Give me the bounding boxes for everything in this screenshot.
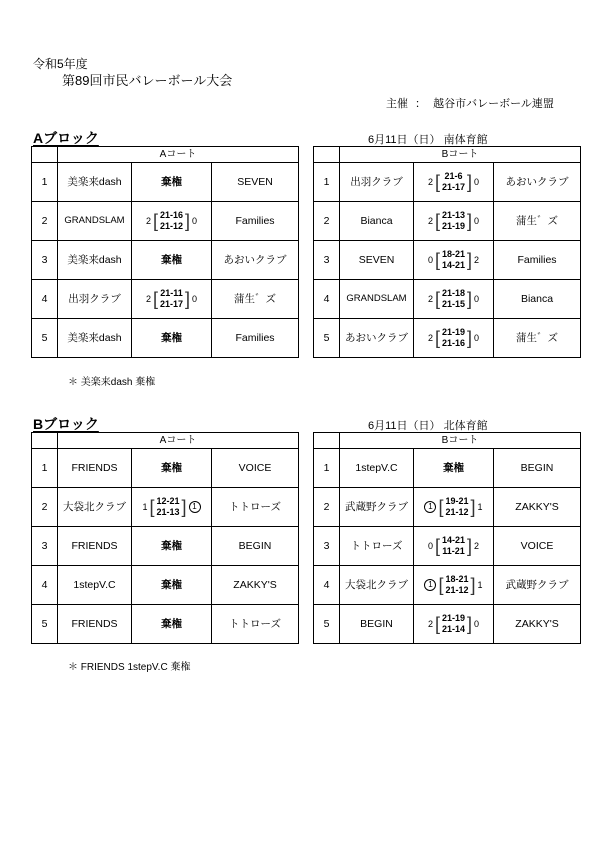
left-bracket-icon: [	[434, 289, 440, 309]
court-name: Bコート	[340, 147, 581, 163]
set-scores	[442, 288, 465, 310]
left-bracket-icon: [	[434, 328, 440, 348]
set-score: 21-14	[441, 624, 466, 634]
court-name: Aコート	[58, 433, 299, 449]
court-table	[313, 146, 581, 358]
match-row	[32, 488, 299, 527]
set-score: 21-6	[444, 171, 463, 181]
right-sets-won: 2	[474, 540, 480, 551]
right-bracket-icon: ]	[467, 536, 473, 556]
set-score: 21-16	[159, 210, 184, 220]
set-score: 21-13	[156, 507, 180, 517]
left-team: 出羽クラブ	[58, 280, 132, 319]
match-number: 4	[32, 566, 58, 605]
right-team: ZAKKY'S	[212, 566, 299, 605]
match-score	[414, 319, 494, 358]
match-row	[32, 163, 299, 202]
set-scores	[160, 288, 183, 310]
left-team: 1stepV.C	[58, 566, 132, 605]
right-sets-won: 0	[474, 332, 480, 343]
match-row	[314, 605, 581, 644]
right-team: 蒲生゛ズ	[494, 319, 581, 358]
right-team: トトローズ	[212, 605, 299, 644]
right-bracket-icon: ]	[467, 614, 473, 634]
right-team: Families	[212, 319, 299, 358]
match-number: 5	[314, 319, 340, 358]
match-score	[132, 488, 212, 527]
right-sets-won: 2	[474, 254, 480, 265]
court-table	[31, 146, 299, 358]
left-team: FRIENDS	[58, 605, 132, 644]
right-sets-won: 0	[192, 215, 198, 226]
set-scores	[442, 535, 465, 557]
court-name: Aコート	[58, 147, 299, 163]
match-score	[414, 280, 494, 319]
right-team: Bianca	[494, 280, 581, 319]
left-team: GRANDSLAM	[340, 280, 414, 319]
header-corner	[32, 433, 58, 449]
match-number: 5	[32, 319, 58, 358]
match-number: 3	[32, 527, 58, 566]
right-sets-won: 1	[189, 501, 201, 513]
left-sets-won: 2	[427, 618, 433, 629]
right-team: トトローズ	[212, 488, 299, 527]
match-row	[314, 319, 581, 358]
set-score: 21-13	[441, 210, 466, 220]
set-scores	[442, 249, 465, 271]
set-score: 21-12	[159, 221, 184, 231]
set-scores	[445, 496, 468, 518]
match-row	[314, 163, 581, 202]
match-row	[314, 202, 581, 241]
set-score: 21-17	[441, 182, 466, 192]
set-scores	[156, 496, 179, 518]
match-number: 3	[32, 241, 58, 280]
forfeit-label: 棄権	[132, 527, 212, 566]
left-bracket-icon: [	[434, 211, 440, 231]
left-sets-won: 0	[427, 540, 433, 551]
match-score	[132, 202, 212, 241]
match-score	[414, 566, 494, 605]
left-bracket-icon: [	[152, 289, 158, 309]
right-bracket-icon: ]	[467, 172, 473, 192]
left-sets-won: 2	[427, 176, 433, 187]
right-bracket-icon: ]	[467, 289, 473, 309]
score-group	[424, 574, 482, 596]
right-sets-won: 0	[192, 293, 198, 304]
right-team: ZAKKY'S	[494, 605, 581, 644]
forfeit-label: 棄権	[132, 163, 212, 202]
match-row	[32, 241, 299, 280]
left-bracket-icon: [	[434, 250, 440, 270]
score-group	[142, 496, 200, 518]
match-row	[32, 527, 299, 566]
match-row	[314, 241, 581, 280]
block-b-date: 6月11日（日） 北体育館	[368, 420, 488, 432]
right-sets-won: 0	[474, 293, 480, 304]
left-team: BEGIN	[340, 605, 414, 644]
left-team: 武蔵野クラブ	[340, 488, 414, 527]
set-score: 18-21	[445, 574, 469, 584]
match-number: 1	[314, 163, 340, 202]
left-team: 美楽来dash	[58, 241, 132, 280]
match-score	[414, 202, 494, 241]
forfeit-label: 棄権	[132, 566, 212, 605]
court-name: Bコート	[340, 433, 581, 449]
right-sets-won: 0	[474, 618, 480, 629]
match-number: 2	[32, 488, 58, 527]
set-score: 11-21	[442, 546, 465, 556]
header-corner	[314, 147, 340, 163]
left-team: 大袋北クラブ	[340, 566, 414, 605]
right-bracket-icon: ]	[467, 250, 473, 270]
right-bracket-icon: ]	[185, 289, 191, 309]
block-b-note: ＊ FRIENDS 1stepV.C 棄権	[68, 662, 191, 673]
set-score: 21-19	[441, 327, 466, 337]
event-title: 第89回市民バレーボール大会	[62, 73, 233, 88]
match-number: 2	[314, 202, 340, 241]
set-score: 21-19	[441, 221, 466, 231]
right-team: BEGIN	[494, 449, 581, 488]
score-group	[424, 496, 482, 518]
score-group	[428, 249, 479, 271]
set-scores	[442, 327, 465, 349]
match-row	[314, 566, 581, 605]
left-team: 1stepV.C	[340, 449, 414, 488]
left-bracket-icon: [	[438, 575, 444, 595]
left-team: Bianca	[340, 202, 414, 241]
left-bracket-icon: [	[434, 172, 440, 192]
right-sets-won: 0	[474, 215, 480, 226]
set-score: 21-15	[441, 299, 466, 309]
set-score: 21-12	[445, 585, 469, 595]
match-row	[314, 488, 581, 527]
match-score	[414, 605, 494, 644]
match-row	[314, 527, 581, 566]
set-scores	[442, 171, 465, 193]
left-team: SEVEN	[340, 241, 414, 280]
match-score	[414, 527, 494, 566]
right-bracket-icon: ]	[470, 575, 476, 595]
right-team: 武蔵野クラブ	[494, 566, 581, 605]
set-score: 14-21	[441, 535, 466, 545]
match-number: 1	[314, 449, 340, 488]
right-team: あおいクラブ	[494, 163, 581, 202]
forfeit-label: 棄権	[414, 449, 494, 488]
set-score: 21-11	[160, 288, 183, 298]
left-team: トトローズ	[340, 527, 414, 566]
match-number: 4	[314, 280, 340, 319]
right-team: SEVEN	[212, 163, 299, 202]
right-bracket-icon: ]	[467, 328, 473, 348]
right-team: Families	[494, 241, 581, 280]
forfeit-label: 棄権	[132, 319, 212, 358]
right-team: 蒲生゛ズ	[212, 280, 299, 319]
right-team: ZAKKY'S	[494, 488, 581, 527]
left-sets-won: 2	[427, 215, 433, 226]
right-sets-won: 1	[477, 501, 483, 512]
forfeit-label: 棄権	[132, 605, 212, 644]
right-team: VOICE	[212, 449, 299, 488]
match-number: 5	[314, 605, 340, 644]
match-row	[32, 605, 299, 644]
match-score	[414, 163, 494, 202]
left-team: 美楽来dash	[58, 319, 132, 358]
score-group	[428, 288, 479, 310]
match-row	[32, 280, 299, 319]
match-number: 3	[314, 527, 340, 566]
block-a-note: ＊ 美楽来dash 棄権	[68, 377, 156, 388]
match-number: 2	[32, 202, 58, 241]
match-number: 3	[314, 241, 340, 280]
match-number: 1	[32, 163, 58, 202]
set-scores	[442, 210, 465, 232]
left-team: FRIENDS	[58, 449, 132, 488]
organizer: 主催 ： 越谷市バレーボール連盟	[386, 98, 554, 110]
right-team: BEGIN	[212, 527, 299, 566]
left-sets-won: 1	[424, 579, 436, 591]
match-number: 1	[32, 449, 58, 488]
set-score: 18-21	[441, 249, 466, 259]
left-sets-won: 2	[145, 293, 151, 304]
left-bracket-icon: [	[434, 614, 440, 634]
match-row	[314, 280, 581, 319]
set-score: 14-21	[441, 260, 466, 270]
left-team: あおいクラブ	[340, 319, 414, 358]
left-sets-won: 2	[427, 293, 433, 304]
score-group	[146, 288, 197, 310]
match-row	[32, 202, 299, 241]
set-scores	[445, 574, 468, 596]
match-row	[32, 449, 299, 488]
header-corner	[314, 433, 340, 449]
header-corner	[32, 147, 58, 163]
left-bracket-icon: [	[434, 536, 440, 556]
court-table	[31, 432, 299, 644]
forfeit-label: 棄権	[132, 449, 212, 488]
set-score: 21-19	[441, 613, 466, 623]
block-a-title: Aブロック	[33, 130, 99, 146]
court-table	[313, 432, 581, 644]
block-a-date: 6月11日（日） 南体育館	[368, 134, 488, 146]
score-group	[428, 613, 479, 635]
score-group	[428, 171, 479, 193]
score-group	[146, 210, 197, 232]
set-score: 21-18	[441, 288, 466, 298]
right-bracket-icon: ]	[467, 211, 473, 231]
match-score	[414, 241, 494, 280]
right-bracket-icon: ]	[470, 497, 476, 517]
right-team: あおいクラブ	[212, 241, 299, 280]
match-score	[132, 280, 212, 319]
match-row	[32, 319, 299, 358]
right-sets-won: 1	[477, 579, 483, 590]
left-sets-won: 0	[427, 254, 433, 265]
left-bracket-icon: [	[149, 497, 155, 517]
match-number: 5	[32, 605, 58, 644]
left-bracket-icon: [	[152, 211, 158, 231]
set-score: 21-16	[441, 338, 466, 348]
match-number: 2	[314, 488, 340, 527]
event-year: 令和5年度	[33, 57, 88, 71]
left-team: 大袋北クラブ	[58, 488, 132, 527]
block-b-title: Bブロック	[33, 416, 99, 432]
set-score: 12-21	[156, 496, 180, 506]
set-scores	[160, 210, 183, 232]
match-score	[414, 488, 494, 527]
forfeit-label: 棄権	[132, 241, 212, 280]
left-sets-won: 2	[427, 332, 433, 343]
right-bracket-icon: ]	[181, 497, 187, 517]
score-group	[428, 327, 479, 349]
left-sets-won: 2	[145, 215, 151, 226]
set-score: 19-21	[445, 496, 469, 506]
match-row	[314, 449, 581, 488]
match-row	[32, 566, 299, 605]
left-team: 出羽クラブ	[340, 163, 414, 202]
left-sets-won: 1	[424, 501, 436, 513]
left-team: 美楽来dash	[58, 163, 132, 202]
match-number: 4	[314, 566, 340, 605]
left-bracket-icon: [	[438, 497, 444, 517]
right-bracket-icon: ]	[185, 211, 191, 231]
set-scores	[442, 613, 465, 635]
left-team: FRIENDS	[58, 527, 132, 566]
score-group	[428, 210, 479, 232]
right-team: Families	[212, 202, 299, 241]
right-team: 蒲生゛ズ	[494, 202, 581, 241]
right-team: VOICE	[494, 527, 581, 566]
right-sets-won: 0	[474, 176, 480, 187]
set-score: 21-12	[445, 507, 469, 517]
left-team: GRANDSLAM	[58, 202, 132, 241]
left-sets-won: 1	[142, 501, 148, 512]
score-group	[428, 535, 479, 557]
set-score: 21-17	[159, 299, 184, 309]
match-number: 4	[32, 280, 58, 319]
